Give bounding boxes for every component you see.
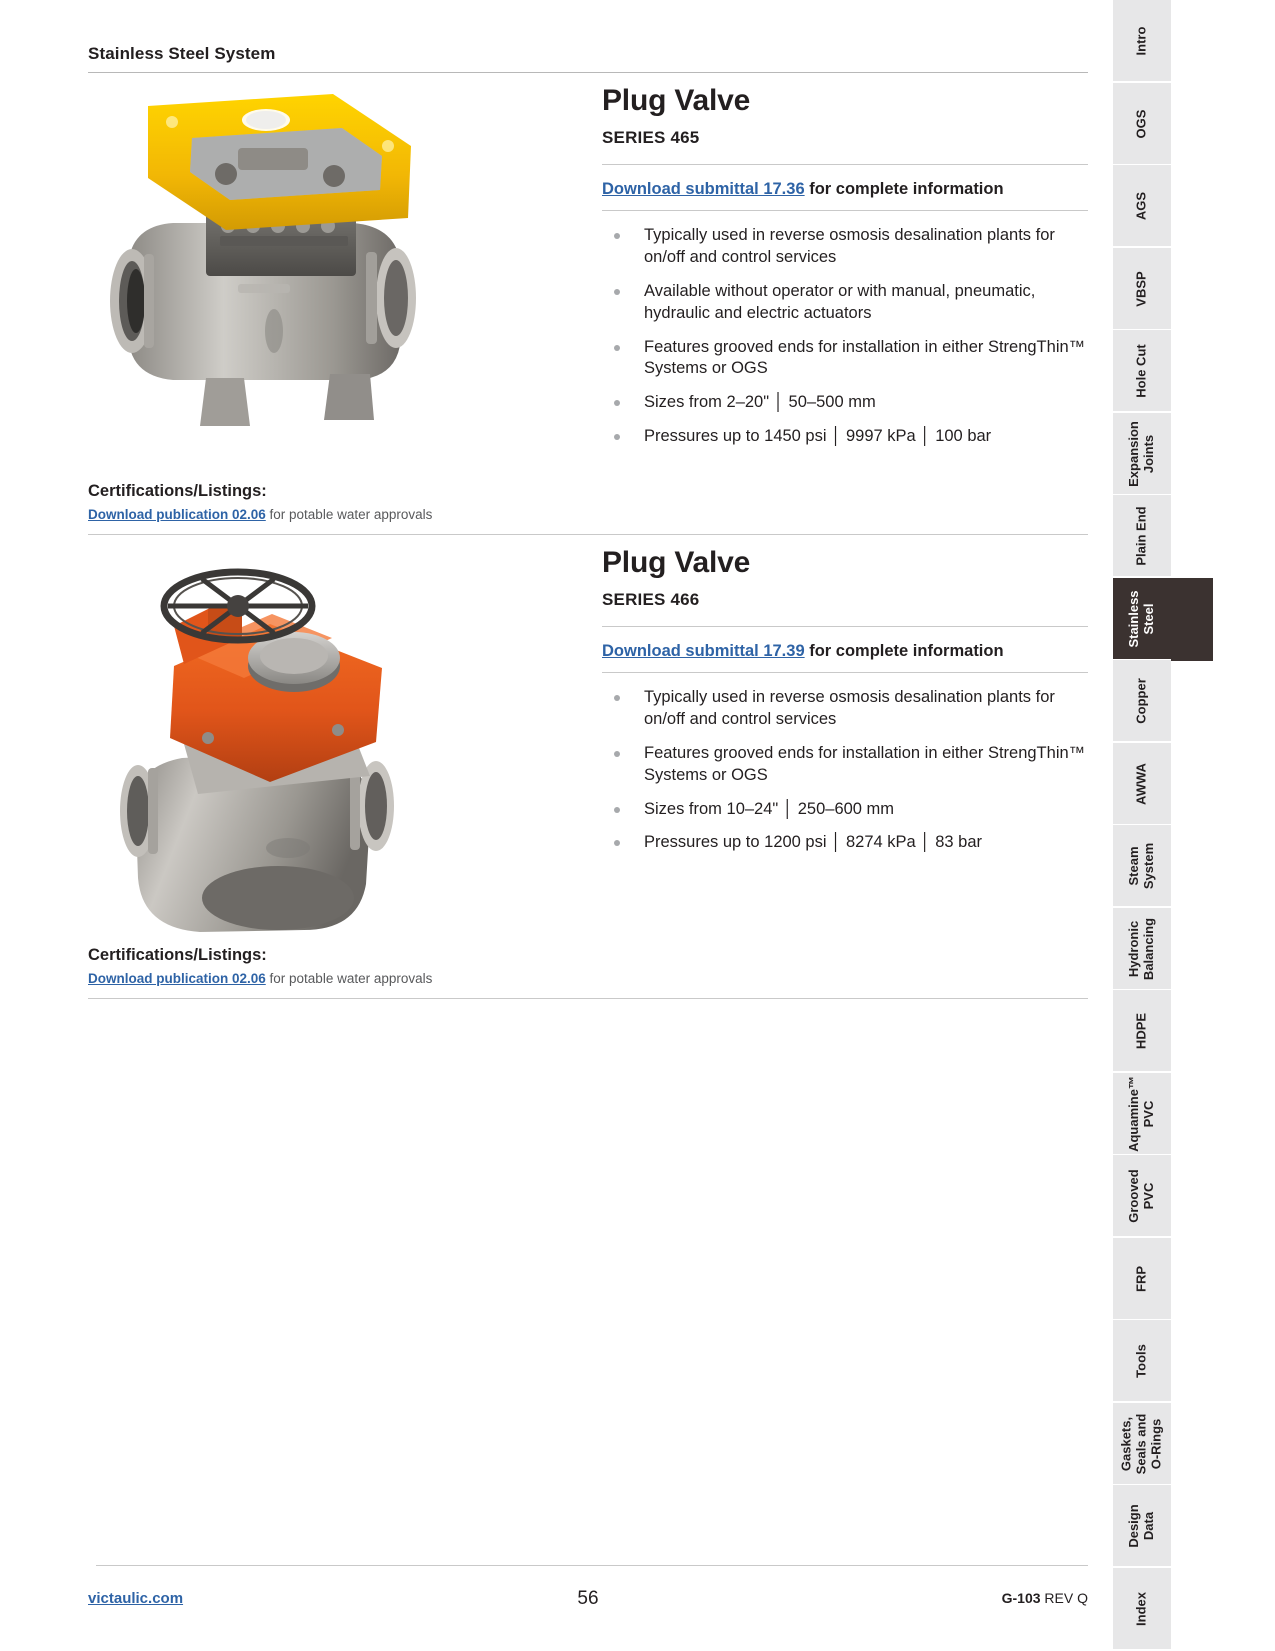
section-rule-2 — [88, 998, 1088, 999]
certifications-466 — [88, 946, 1088, 986]
certifications-rest: for potable water approvals — [265, 507, 433, 522]
tab-hydronic-balancing[interactable] — [1113, 908, 1171, 991]
tab-vbsp[interactable] — [1113, 248, 1171, 331]
document-id-code: G-103 — [1001, 1590, 1041, 1606]
tab-index[interactable] — [1113, 1568, 1171, 1651]
valve-466-illustration — [88, 548, 468, 938]
tab-label: Index — [1133, 1591, 1149, 1626]
tab-intro[interactable] — [1113, 0, 1171, 83]
tab-stainless-steel[interactable] — [1113, 578, 1171, 661]
list-item: Available without operator or with manual, pneumatic, hydraulic and electric actuators — [602, 281, 1088, 325]
list-item: Typically used in reverse osmosis desalination plants for on/off and control services — [602, 687, 1088, 731]
tab-expansion-joints[interactable] — [1113, 413, 1171, 496]
download-submittal-rest: for complete information — [804, 180, 1004, 198]
tab-label: Plain End — [1133, 505, 1149, 566]
tab-label: Design Data — [1126, 1503, 1156, 1548]
certifications-title: Certifications/Listings: — [88, 482, 267, 500]
info-divider — [602, 626, 1088, 627]
section-tabs — [1113, 0, 1171, 1650]
tab-hole-cut[interactable] — [1113, 330, 1171, 413]
info-divider — [602, 164, 1088, 165]
certifications-465 — [88, 482, 1088, 522]
tab-label: OGS — [1133, 109, 1149, 138]
download-submittal-line — [602, 641, 1088, 662]
product-info-465 — [602, 86, 1088, 460]
tab-ogs[interactable] — [1113, 83, 1171, 166]
header-rule — [88, 72, 1088, 73]
feature-list-465 — [602, 225, 1088, 447]
list-item: Typically used in reverse osmosis desalination plants for on/off and control services — [602, 225, 1088, 269]
list-item: Sizes from 2–20" │ 50–500 mm — [602, 392, 1088, 414]
certifications-title: Certifications/Listings: — [88, 946, 267, 964]
tab-grooved-pvc[interactable] — [1113, 1155, 1171, 1238]
page-footer — [88, 1590, 1088, 1616]
download-publication-link[interactable]: Download publication 02.06 — [88, 507, 266, 522]
product-title: Plug Valve — [602, 546, 751, 579]
download-submittal-link[interactable]: Download submittal 17.36 — [602, 180, 805, 198]
tab-ags[interactable] — [1113, 165, 1171, 248]
tab-aquamine-pvc[interactable] — [1113, 1073, 1171, 1156]
tab-label: Expansion Joints — [1126, 420, 1156, 487]
valve-465-illustration — [88, 86, 468, 456]
tab-label: Tools — [1133, 1343, 1149, 1378]
tab-design-data[interactable] — [1113, 1485, 1171, 1568]
feature-list-466 — [602, 687, 1088, 854]
tab-label: Aquamine™ PVC — [1126, 1075, 1156, 1152]
tab-label: Intro — [1133, 26, 1149, 55]
tab-label: Grooved PVC — [1126, 1168, 1156, 1223]
tab-plain-end[interactable] — [1113, 495, 1171, 578]
plug-valve-465-photo — [88, 86, 568, 456]
page-title: Stainless Steel System — [88, 44, 276, 63]
tab-tools[interactable] — [1113, 1320, 1171, 1403]
list-item: Features grooved ends for installation in either StrengThin™ Systems or OGS — [602, 743, 1088, 787]
tab-hdpe[interactable] — [1113, 990, 1171, 1073]
footer-rule — [96, 1565, 1088, 1566]
download-submittal-link[interactable]: Download submittal 17.39 — [602, 642, 805, 660]
tab-frp[interactable] — [1113, 1238, 1171, 1321]
tab-steam-system[interactable] — [1113, 825, 1171, 908]
tab-label: HDPE — [1133, 1012, 1149, 1049]
tab-awwa[interactable] — [1113, 743, 1171, 826]
certifications-line — [88, 507, 1088, 522]
info-divider-2 — [602, 672, 1088, 673]
download-submittal-rest: for complete information — [804, 642, 1004, 660]
product-series: SERIES 466 — [602, 590, 700, 609]
tab-label: AWWA — [1133, 762, 1149, 805]
tab-label: Steam System — [1126, 842, 1156, 889]
section-rule-1 — [88, 534, 1088, 535]
document-id — [1002, 1590, 1088, 1606]
download-submittal-line — [602, 179, 1088, 200]
certifications-rest: for potable water approvals — [265, 971, 433, 986]
page-content — [88, 0, 1088, 1650]
list-item: Pressures up to 1450 psi │ 9997 kPa │ 100 bar — [602, 426, 1088, 448]
tab-label: Stainless Steel — [1126, 589, 1156, 648]
certifications-line — [88, 971, 1088, 986]
tab-label: AGS — [1133, 191, 1149, 220]
tab-label: Hole Cut — [1133, 343, 1149, 398]
list-item: Pressures up to 1200 psi │ 8274 kPa │ 83 bar — [602, 832, 1088, 854]
product-info-466 — [602, 548, 1088, 866]
product-title: Plug Valve — [602, 84, 751, 117]
tab-label: VBSP — [1133, 270, 1149, 307]
list-item: Features grooved ends for installation in either StrengThin™ Systems or OGS — [602, 337, 1088, 381]
active-tab-marker — [1171, 578, 1213, 661]
tab-gaskets-seals-and-o-rings[interactable] — [1113, 1403, 1171, 1486]
page-number: 56 — [577, 1588, 599, 1609]
website-link[interactable]: victaulic.com — [88, 1590, 184, 1607]
tab-label: Hydronic Balancing — [1126, 917, 1156, 980]
download-publication-link[interactable]: Download publication 02.06 — [88, 971, 266, 986]
plug-valve-466-photo — [88, 548, 568, 938]
info-divider-2 — [602, 210, 1088, 211]
tab-label: Copper — [1133, 677, 1149, 724]
list-item: Sizes from 10–24" │ 250–600 mm — [602, 799, 1088, 821]
tab-label: Gaskets, Seals and O-Rings — [1118, 1413, 1164, 1474]
tab-label: FRP — [1133, 1265, 1149, 1292]
document-id-rev: REV Q — [1040, 1590, 1088, 1606]
product-series: SERIES 465 — [602, 128, 700, 147]
tab-copper[interactable] — [1113, 660, 1171, 743]
